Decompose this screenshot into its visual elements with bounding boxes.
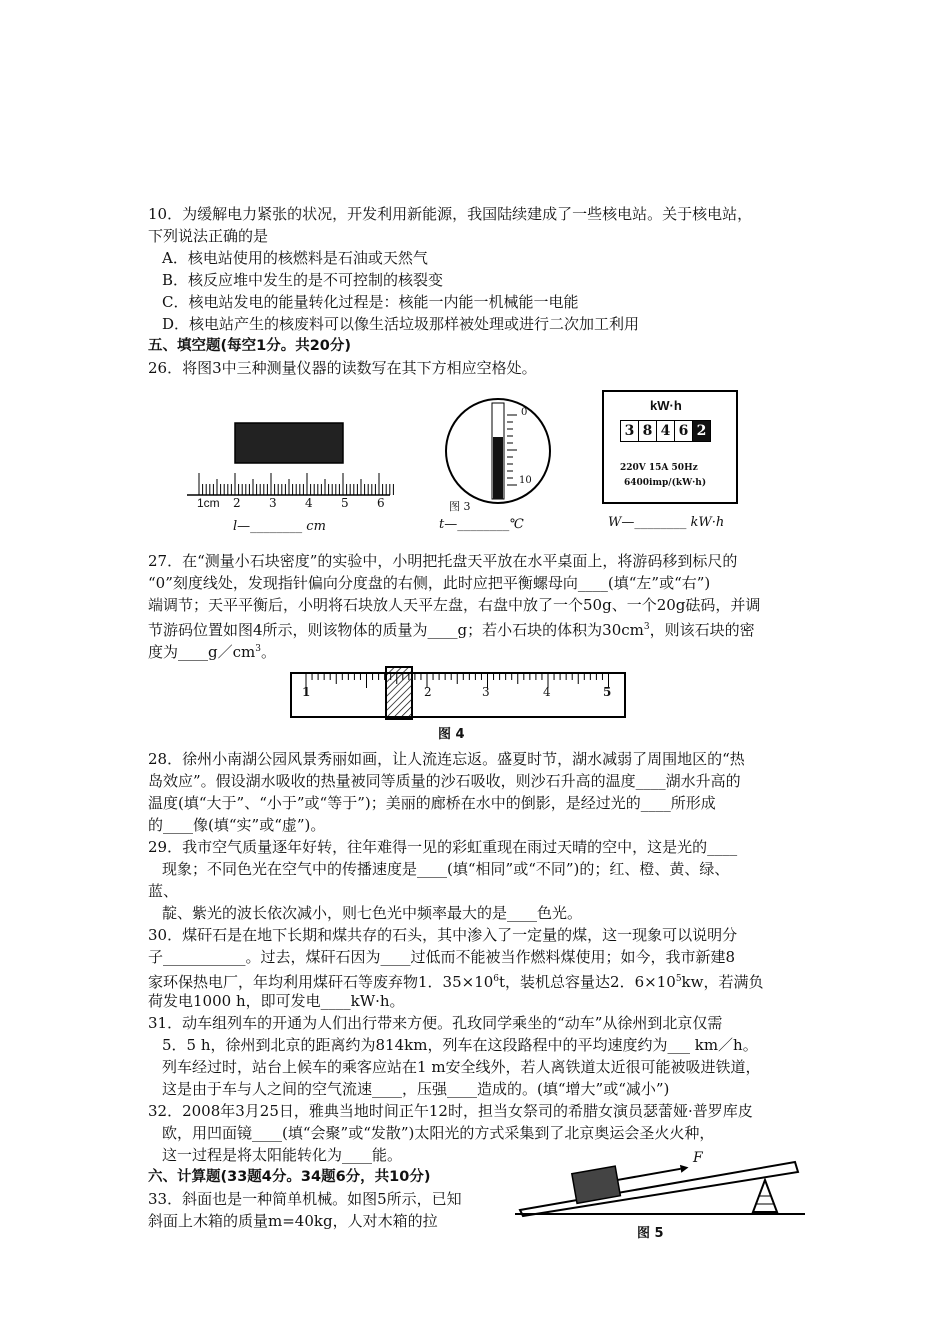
q10-stem-line1: 10．为缓解电力紧张的状况，开发利用新能源，我国陆续建成了一些核电站。关于核电站，: [148, 205, 753, 223]
ruler-label-6: 6: [377, 496, 385, 510]
scale-label-1: 1: [302, 685, 311, 699]
energy-meter-spec-2: 6400imp/(kW·h): [624, 478, 707, 488]
q33-line2: 斜面上木箱的质量m=40kg，人对木箱的拉: [148, 1212, 438, 1230]
meter-digit: 4: [657, 421, 675, 441]
q33-line1: 33．斜面也是一种简单机械。如图5所示，已知: [148, 1190, 462, 1208]
energy-meter-answer-caption: W—________ kW·h: [608, 515, 725, 530]
ruler-label-3: 3: [269, 496, 277, 510]
meter-digit: 8: [639, 421, 657, 441]
meter-digit: 6: [675, 421, 693, 441]
scale-label-4: 4: [543, 685, 551, 699]
q30-line4: 荷发电1000 h，即可发电____kW·h。: [148, 992, 405, 1010]
q28-line2: 岛效应”。假设湖水吸收的热量被同等质量的沙石吸收，则沙石升高的温度____湖水升高的: [148, 772, 741, 790]
q32-line1: 32．2008年3月25日，雅典当地时间正午12时，担当女祭司的希腊女演员瑟蕾娅·普罗库皮: [148, 1102, 753, 1120]
thermometer-figure: [439, 395, 575, 540]
q27-line5: 度为$\_\_\_\_g/cm^3$。: [148, 643, 276, 661]
q31-line2: 5．5 h，徐州到北京的距离约为814km，列车在这段路程中的平均速度约为___ km／h。: [162, 1036, 758, 1054]
ruler-label-2: 2: [233, 496, 241, 510]
ruler-answer-caption: l—________ cm: [233, 519, 326, 534]
section-5-heading: 五、填空题(每空1分。共20分): [148, 338, 352, 354]
q30-line2: 子___________。过去，煤矸石因为____过低而不能被当作燃料煤使用；如今，我市新建8: [148, 948, 736, 966]
ruler-label-1cm: 1cm: [197, 496, 220, 510]
energy-meter-unit: kW·h: [650, 398, 682, 413]
q27-line1: 27．在“测量小石块密度”的实验中，小明把托盘天平放在水平桌面上，将游码移到标尺的: [148, 552, 738, 570]
balance-scale-graphic: [290, 665, 630, 723]
q31-line4: 这是由于车与人之间的空气流速____，压强____造成的。(填“增大”或“减小”): [162, 1080, 670, 1098]
q30-line1: 30．煤矸石是在地下长期和煤共存的石头，其中渗入了一定量的煤，这一现象可以说明分: [148, 926, 738, 944]
incline-figure: [515, 1150, 805, 1250]
thermometer-graphic: [445, 395, 575, 507]
q27-line4: 节游码位置如图4所示，则该物体的质量为____g；若小石块的体积为$30cm^3$，则该石块的密: [148, 621, 755, 639]
energy-meter-counter: [620, 420, 711, 442]
figure-3-label: 图 3: [449, 500, 471, 513]
q27-line3: 端调节；天平平衡后，小明将石块放人天平左盘，右盘中放了一个50g、一个20g砝码，并调: [148, 596, 761, 614]
scale-label-2: 2: [424, 685, 432, 699]
energy-meter-spec-1: 220V 15A 50Hz: [620, 463, 698, 473]
q10-option-d: D．核电站产生的核废料可以像生活垃圾那样被处理或进行二次加工利用: [162, 315, 640, 333]
q10-option-b: B．核反应堆中发生的是不可控制的核裂变: [162, 271, 444, 289]
q10-option-a: A．核电站使用的核燃料是石油或天然气: [162, 249, 428, 267]
ruler-figure: [185, 420, 395, 540]
figure-4-caption: 图 4: [438, 727, 465, 742]
thermometer-label-0: 0: [521, 407, 528, 418]
q29-line3: 蓝、: [148, 882, 179, 900]
q30-line3: 家环保热电厂，年均利用煤矸石等废弃物1．$35\times 10^6t$，装机总容量达2．$6\times 10^5kw$，若满负: [148, 973, 764, 991]
scale-label-3: 3: [482, 685, 490, 699]
q28-line4: 的____像(填“实”或“虚”)。: [148, 816, 326, 834]
q29-line1: 29．我市空气质量逐年好转，往年难得一见的彩虹重现在雨过天晴的空中，这是光的____: [148, 838, 738, 856]
q10-stem-line2: 下列说法正确的是: [148, 227, 269, 245]
ruler-label-5: 5: [341, 496, 349, 510]
force-label-f: F: [693, 1150, 703, 1166]
energy-meter-figure: [600, 390, 750, 540]
meter-digit-decimal: 2: [693, 421, 710, 441]
q32-line3: 这一过程是将太阳能转化为____能。: [162, 1146, 403, 1164]
figure-5-caption: 图 5: [637, 1226, 664, 1241]
q31-line1: 31．动车组列车的开通为人们出行带来方便。孔玫同学乘坐的“动车”从徐州到北京仅需: [148, 1014, 723, 1032]
ruler-label-4: 4: [305, 496, 313, 510]
q28-line1: 28．徐州小南湖公园风景秀丽如画，让人流连忘返。盛夏时节，湖水减弱了周围地区的“热: [148, 750, 745, 768]
meter-digit: 3: [621, 421, 639, 441]
q32-line2: 欧，用凹面镜____(填“会聚”或“发散”)太阳光的方式采集到了北京奥运会圣火火种，: [162, 1124, 715, 1142]
balance-scale-figure: [290, 665, 630, 745]
incline-graphic: [515, 1150, 805, 1218]
q29-line2: 现象；不同色光在空气中的传播速度是____(填“相同”或“不同”)的；红、橙、黄、绿、: [162, 860, 730, 878]
q28-line3: 温度(填“大于”、“小于”或“等于”)；美丽的廊桥在水中的倒影，是经过光的____所形成: [148, 794, 716, 812]
section-6-heading: 六、计算题(33题4分。34题6分，共10分): [148, 1169, 431, 1185]
q31-line3: 列车经过时，站台上候车的乘客应站在1 m安全线外，若人离铁道太近很可能被吸进铁道，: [162, 1058, 761, 1076]
scale-label-5: 5: [603, 685, 612, 699]
thermometer-label-10: 10: [519, 475, 532, 486]
q26-stem: 26．将图3中三种测量仪器的读数写在其下方相应空格处。: [148, 359, 537, 377]
q10-option-c: C．核电站发电的能量转化过程是：核能一内能一机械能一电能: [162, 293, 579, 311]
q27-line2: “0”刻度线处，发现指针偏向分度盘的右侧，此时应把平衡螺母向____(填“左”或“右”): [148, 574, 711, 592]
q29-line4: 靛、紫光的波长依次减小，则七色光中频率最大的是____色光。: [162, 904, 583, 922]
thermometer-answer-caption: t—________℃: [439, 517, 524, 532]
